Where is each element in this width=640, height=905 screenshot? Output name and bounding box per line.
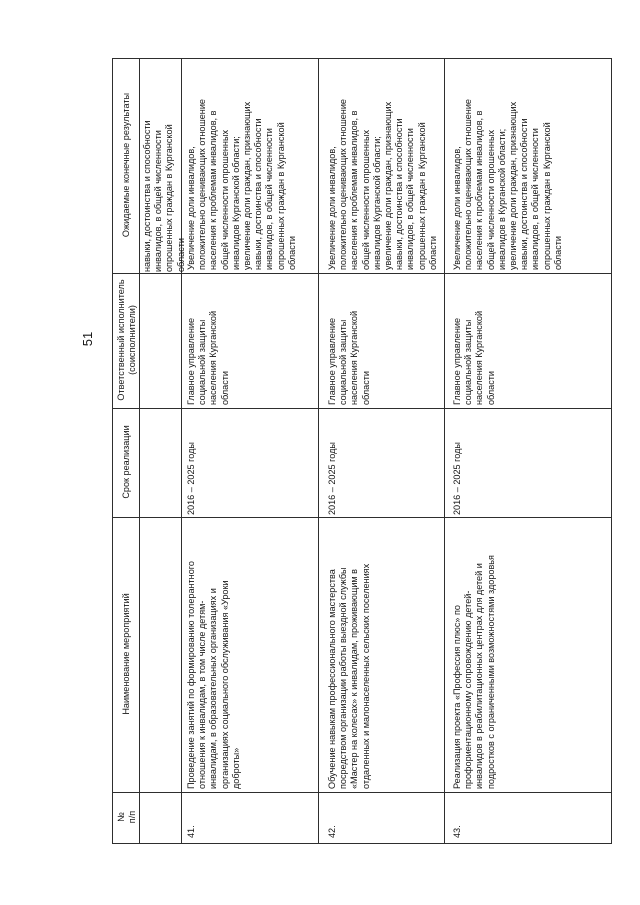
- row-41-term: 2016 – 2025 годы: [186, 442, 196, 515]
- row-43-num: 43.: [452, 825, 462, 838]
- header-term: Срок реализации: [121, 425, 131, 499]
- row-43-term: 2016 – 2025 годы: [452, 442, 462, 515]
- row-42-num: 42.: [327, 825, 337, 838]
- column-divider-term: [112, 517, 612, 518]
- column-divider-name: [112, 792, 612, 793]
- header-divider: [139, 58, 140, 844]
- table-border-right: [611, 58, 612, 844]
- table-border-left: [112, 58, 113, 844]
- row-41-name: Проведение занятий по формированию толерантного отношения к инвалидам, в том числе детям- инвалидам, в образовательных организациях и организациях социального обслуживания «Уроки доброты»: [186, 561, 241, 789]
- page-number: 51: [80, 331, 95, 347]
- carryover-results: навыки, достоинства и способности инвалидов, в общей численности опрошенных граждан в Курганской области: [142, 120, 186, 272]
- row-divider-2: [318, 58, 319, 844]
- table-border-top: [112, 58, 612, 59]
- row-divider-3: [444, 58, 445, 844]
- table-border-bottom: [112, 843, 612, 844]
- row-42-name: Обучение навыкам профессионального мастерства посредством организации работы выездной службы «Мастер на колесах» к инвалидам, проживающим в отдаленных и малонаселенных сельских поселениях: [327, 563, 371, 789]
- header-executor: Ответственный исполнитель (соисполнители): [116, 279, 138, 401]
- row-41-executor: Главное управление социальной защиты населения Курганской области: [186, 310, 230, 405]
- row-41-num: 41.: [186, 825, 196, 838]
- column-divider-results: [112, 273, 612, 274]
- row-43-results: Увеличение доли инвалидов, положительно оценивающих отношение населения к проблемам инвалидов, в общей численности опрошенных инвалидов в Курганской области; увеличение доли граждан, признающих навыки, достоинства и способности инвалидов, в общей численности опрошенных граждан в Курганской области: [452, 99, 563, 270]
- row-42-term: 2016 – 2025 годы: [327, 442, 337, 515]
- header-name: Наименование мероприятий: [121, 593, 131, 715]
- row-42-results: Увеличение доли инвалидов, положительно оценивающих отношение населения к проблемам инвалидов, в общей численности опрошенных инвалидов Курганской области; увеличение доли граждан, признающих навыки, достоинства и способности инвалидов, в общей численности опрошенных граждан в Курганской области: [327, 99, 438, 270]
- header-num: № п/п: [116, 810, 138, 824]
- row-43-name: Реализация проекта «Профессия плюс» по профориентационному сопровождению детей- инвалидов в реабилитационных центрах для детей и подростков с ограниченными возможностями здоровья: [452, 555, 496, 789]
- row-43-executor: Главное управление социальной защиты населения Курганской области: [452, 310, 496, 405]
- row-42-executor: Главное управление социальной защиты населения Курганской области: [327, 310, 371, 405]
- header-results: Ожидаемые конечные результаты: [121, 92, 131, 238]
- row-41-results: Увеличение доли инвалидов, положительно оценивающих отношение населения к проблемам инвалидов, в общей численности опрошенных инвалидов Курганской области; увеличение доли граждан, признающих навыки, достоинства и способности инвалидов, в общей численности опрошенных граждан в Курганской области: [186, 99, 297, 270]
